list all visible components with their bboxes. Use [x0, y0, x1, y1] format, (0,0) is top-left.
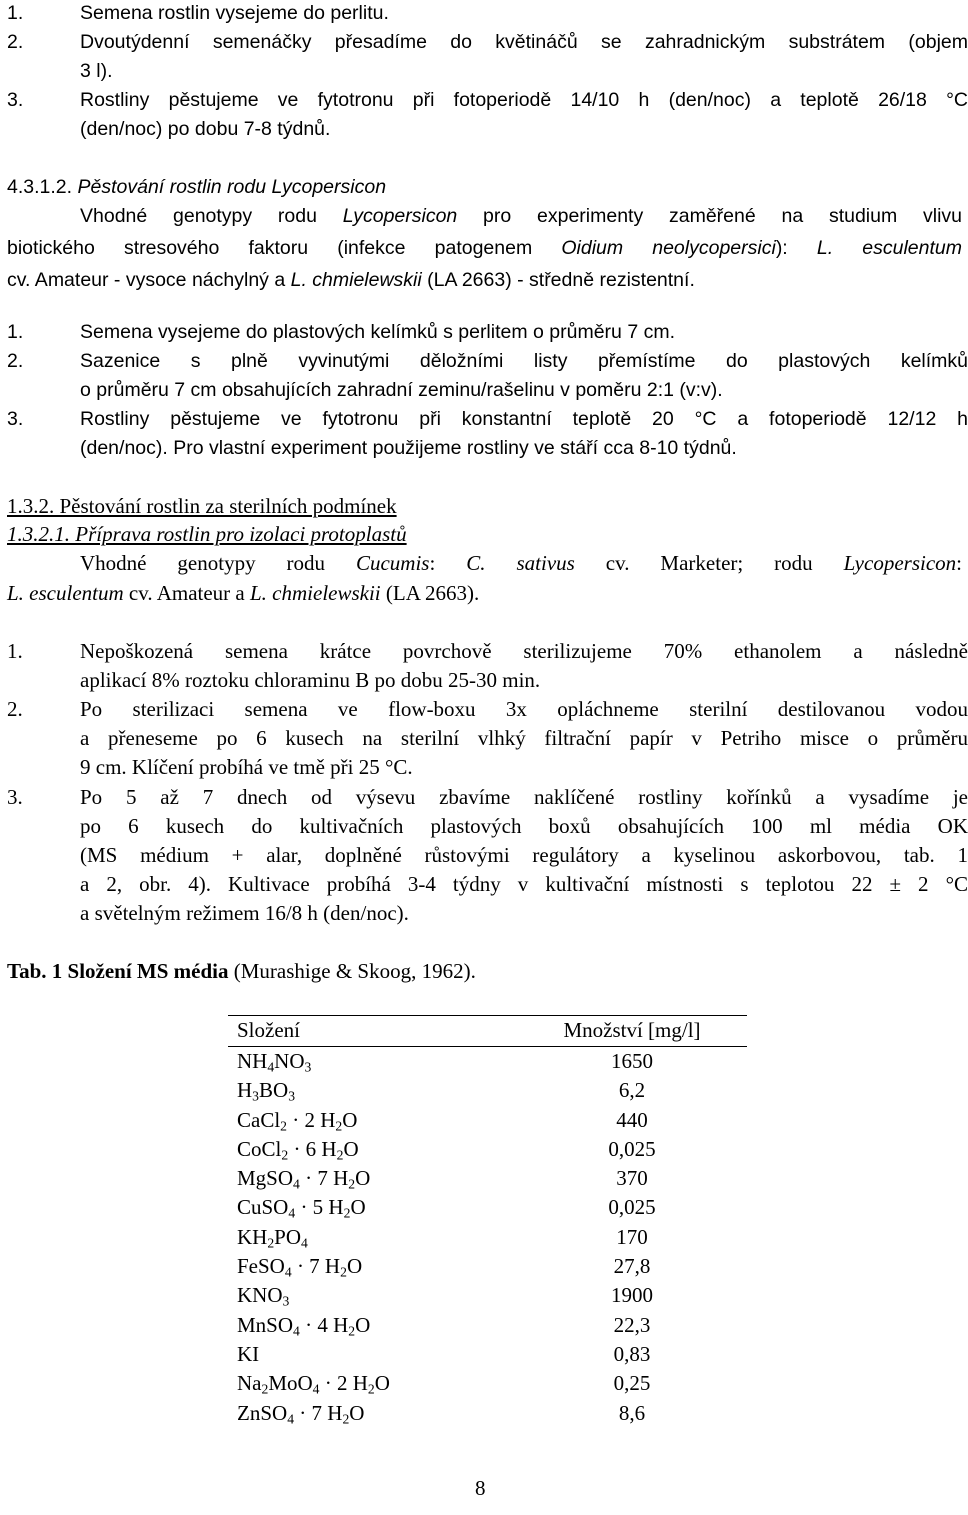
amount-cell: 6,2: [618, 1078, 646, 1103]
list-number: 3.: [7, 89, 24, 111]
compound-cell: $H_3BO_3$: [237, 1078, 296, 1104]
amount-cell: 8,6: [618, 1400, 646, 1425]
table-row: [228, 1164, 747, 1193]
compound-cell: $NH_4NO_3$: [237, 1049, 312, 1075]
amount-cell: 1650: [611, 1049, 653, 1073]
subsection-heading: 1.3.2.1. Příprava rostlin pro izolaci protoplastů: [7, 522, 407, 546]
list-number: 1.: [7, 321, 24, 343]
paragraph: [7, 205, 962, 292]
list-text-line: Rostliny pěstujeme ve fytotronu při fotoperiodě 14/10 h (den/noc) a teplotě 26/18 °C: [80, 89, 968, 111]
compound-cell: FeSO$_4$ · 7 $H_2O$: [237, 1254, 363, 1280]
page-number: 8: [475, 1476, 486, 1500]
list-text-line: Po sterilizaci semena ve flow-boxu 3x opláchneme sterilní destilovanou vodou: [80, 697, 968, 721]
amount-cell: 0,025: [608, 1195, 656, 1220]
section-number: 4.3.1.2.: [7, 176, 73, 198]
list-number: 2.: [7, 31, 24, 53]
list-text-line: o průměru 7 cm obsahujících zahradní zeminu/rašelinu v poměru 2:1 (v:v).: [80, 379, 723, 401]
compound-cell: ZnSO$_4$ · 7 $H_2O$: [237, 1400, 365, 1426]
paragraph-line: biotického stresového faktoru (infekce patogenem Oidium neolycopersici): L. esculentum: [7, 237, 962, 259]
list-text-line: (den/noc). Pro vlastní experiment použijeme rostliny ve stáří cca 8-10 týdnů.: [80, 437, 737, 459]
paragraph-line: Vhodné genotypy rodu Lycopersicon pro experimenty zaměřené na studium vlivu: [80, 205, 963, 227]
ms-media-table: [228, 1015, 747, 1428]
table-row: [228, 1047, 747, 1077]
list-text-line: Nepoškozená semena krátce povrchově sterilizujeme 70% ethanolem a následně: [80, 639, 968, 663]
compound-cell: $Na_2MoO_4 \cdot 2$ $H_2O$: [237, 1371, 390, 1397]
table-row: [228, 1223, 747, 1252]
compound-cell: $KH_2PO_4$: [237, 1224, 308, 1251]
table-caption: [7, 959, 476, 984]
compound-cell: $KNO_3$: [237, 1283, 290, 1309]
list-text-line: aplikací 8% roztoku chloraminu B po dobu 25-30 min.: [80, 668, 541, 692]
table-row: [228, 1281, 747, 1310]
section-heading: [7, 176, 386, 199]
list-number: 1.: [7, 2, 24, 24]
table-row: [228, 1311, 747, 1340]
amount-cell: 170: [616, 1224, 648, 1249]
compound-cell: CoCl$_2$ · 6 $H_2O$: [237, 1136, 359, 1163]
section-heading: 1.3.2. Pěstování rostlin za sterilních podmínek: [7, 494, 397, 518]
paragraph-line: cv. Amateur - vysoce náchylný a L. chmielewskii (LA 2663) - středně rezistentní.: [7, 269, 695, 291]
list-text-line: Dvoutýdenní semenáčky přesadíme do květináčů se zahradnickým substrátem (objem: [80, 31, 968, 53]
compound-cell: MgSO$_4$ · 7 $H_2O$: [237, 1166, 371, 1192]
table-row: [228, 1340, 747, 1369]
table-row: [228, 1399, 747, 1428]
amount-cell: 1900: [611, 1283, 653, 1308]
paragraph-line: Vhodné genotypy rodu Cucumis: C. sativus cv. Marketer; rodu Lycopersicon:: [80, 551, 962, 575]
list-number: 2.: [7, 697, 23, 721]
table-row: [228, 1252, 747, 1281]
list-text-line: po 6 kusech do kultivačních plastových boxů obsahujících 100 ml média OK: [80, 814, 968, 838]
table-caption-label: Tab. 1 Složení MS média: [7, 959, 229, 983]
amount-cell: 0,025: [608, 1136, 656, 1161]
list-text: Semena vysejeme do plastových kelímků s perlitem o průměru 7 cm.: [80, 321, 675, 343]
list-text-line: Sazenice s plně vyvinutými děložními listy přemístíme do plastových kelímků: [80, 350, 968, 372]
amount-cell: 22,3: [613, 1312, 651, 1337]
compound-cell: CuSO$_4$ · 5 $H_2O$: [237, 1195, 366, 1221]
list-text-line: (den/noc) po dobu 7-8 týdnů.: [80, 118, 331, 140]
table-row: [228, 1193, 747, 1222]
table-header-row: [228, 1016, 747, 1047]
paragraph-line: L. esculentum cv. Amateur a L. chmielewskii (LA 2663).: [7, 581, 480, 605]
list-text-line: 3 l).: [80, 60, 113, 82]
list-text-line: a přeneseme po 6 kusech na sterilní vlhký filtrační papír v Petriho misce o průměru: [80, 726, 968, 750]
list-text: Semena rostlin vysejeme do perlitu.: [80, 2, 389, 24]
section-title: Pěstování rostlin rodu Lycopersicon: [77, 176, 387, 198]
list-number: 3.: [7, 785, 23, 809]
list-number: 3.: [7, 408, 24, 430]
amount-cell: 370: [616, 1166, 648, 1191]
column-header-amount: Množství [mg/l]: [517, 1016, 747, 1047]
compound-cell: KI: [237, 1341, 260, 1366]
table-caption-source: (Murashige & Skoog, 1962).: [228, 959, 476, 983]
amount-cell: 440: [616, 1107, 648, 1132]
paragraph: [7, 551, 962, 606]
amount-cell: 0,83: [613, 1341, 651, 1366]
compound-cell: CaCl$_2$ · 2 $H_2O$: [237, 1107, 358, 1133]
list-text-line: Rostliny pěstujeme ve fytotronu při konstantní teplotě 20 °C a fotoperiodě 12/12 h: [80, 408, 968, 430]
table-row: [228, 1106, 747, 1135]
column-header-composition: Složení: [228, 1016, 517, 1047]
list-number: 1.: [7, 639, 23, 663]
list-text-line: a 2, obr. 4). Kultivace probíhá 3-4 týdny v kultivační místnosti s teplotou 22 ± 2 °C: [80, 872, 968, 896]
amount-cell: 0,25: [613, 1371, 651, 1396]
table-row: [228, 1369, 747, 1398]
list-text-line: Po 5 až 7 dnech od výsevu zbavíme naklíčené rostliny kořínků a vysadíme je: [80, 785, 968, 809]
compound-cell: MnSO$_4$ · 4 $H_2O$: [237, 1312, 371, 1339]
list-text-line: a světelným režimem 16/8 h (den/noc).: [80, 901, 409, 925]
list-text-line: (MS médium + alar, doplněné růstovými regulátory a kyselinou askorbovou, tab. 1: [80, 843, 968, 867]
list-text-line: 9 cm. Klíčení probíhá ve tmě při 25 °C.: [80, 755, 413, 779]
table-row: [228, 1135, 747, 1164]
list-number: 2.: [7, 350, 24, 372]
amount-cell: 27,8: [613, 1254, 651, 1279]
table-row: [228, 1076, 747, 1105]
